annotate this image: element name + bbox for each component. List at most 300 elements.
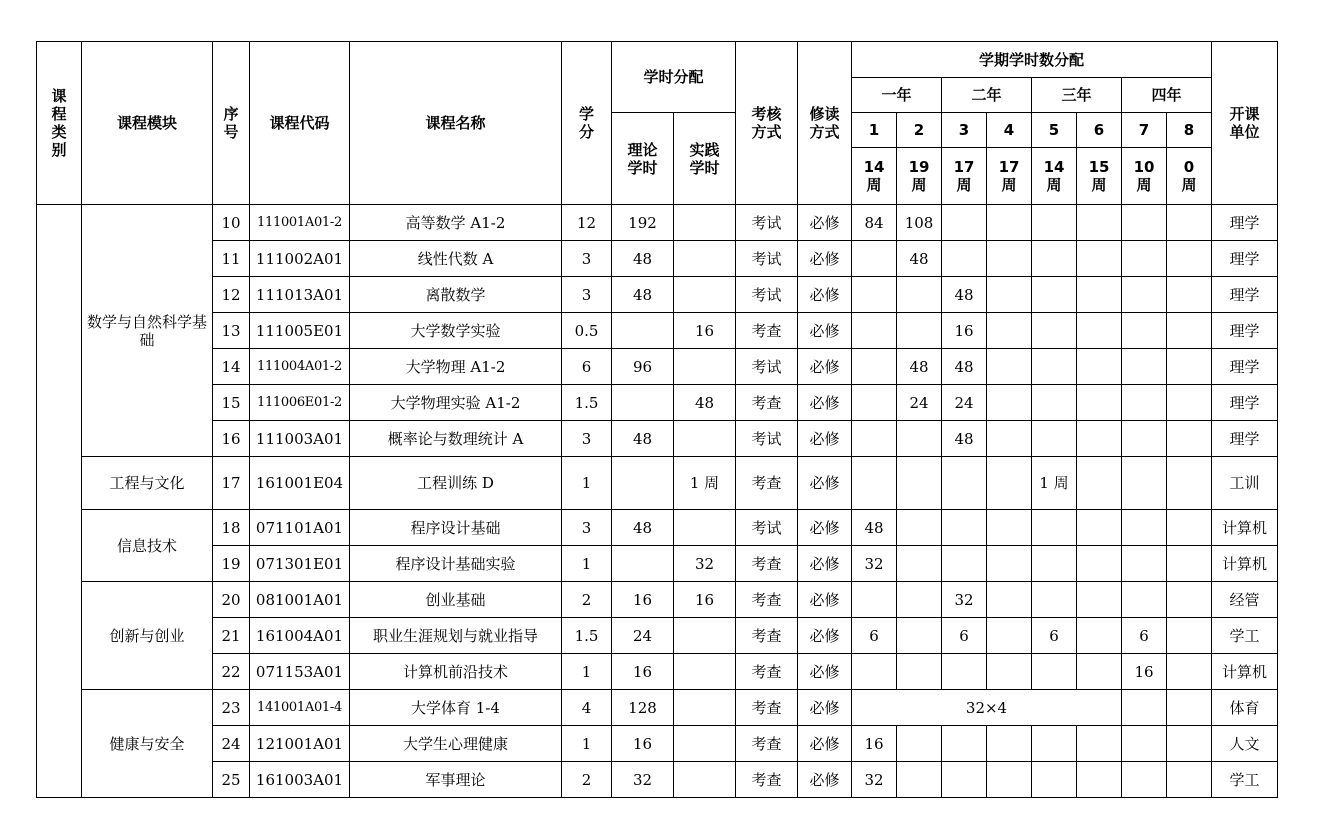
semester-hours-cell bbox=[852, 582, 897, 618]
practice-hours-cell bbox=[674, 349, 736, 385]
dept-cell: 学工 bbox=[1212, 762, 1278, 798]
header-semester-group: 学期学时数分配 bbox=[852, 42, 1212, 78]
module-cell: 信息技术 bbox=[82, 510, 213, 582]
header-semester: 1 bbox=[852, 113, 897, 148]
practice-hours-cell bbox=[674, 241, 736, 277]
semester-hours-cell bbox=[987, 313, 1032, 349]
semester-hours-cell bbox=[852, 385, 897, 421]
code-cell: 111004A01-2 bbox=[250, 349, 350, 385]
header-weeks: 10 周 bbox=[1122, 148, 1167, 205]
course-name-cell: 概率论与数理统计 A bbox=[350, 421, 562, 457]
semester-hours-cell bbox=[1122, 690, 1167, 726]
seq-cell: 13 bbox=[213, 313, 250, 349]
semester-hours-cell bbox=[1077, 546, 1122, 582]
header-theory: 理论 学时 bbox=[612, 113, 674, 205]
semester-hours-cell bbox=[1032, 205, 1077, 241]
header-year: 三年 bbox=[1032, 78, 1122, 113]
study-type-cell: 必修 bbox=[798, 385, 852, 421]
semester-hours-cell bbox=[1122, 726, 1167, 762]
exam-type-cell: 考查 bbox=[736, 582, 798, 618]
semester-hours-cell: 6 bbox=[1122, 618, 1167, 654]
semester-hours-cell bbox=[1077, 385, 1122, 421]
seq-cell: 23 bbox=[213, 690, 250, 726]
semester-hours-cell bbox=[852, 277, 897, 313]
header-exam: 考核 方式 bbox=[736, 42, 798, 205]
dept-cell: 计算机 bbox=[1212, 654, 1278, 690]
header-semester: 7 bbox=[1122, 113, 1167, 148]
header-year: 一年 bbox=[852, 78, 942, 113]
seq-cell: 21 bbox=[213, 618, 250, 654]
semester-hours-cell bbox=[1032, 726, 1077, 762]
code-cell: 081001A01 bbox=[250, 582, 350, 618]
seq-cell: 25 bbox=[213, 762, 250, 798]
semester-hours-cell bbox=[1122, 510, 1167, 546]
semester-hours-cell bbox=[1167, 726, 1212, 762]
semester-hours-cell bbox=[897, 546, 942, 582]
practice-hours-cell bbox=[674, 277, 736, 313]
course-name-cell: 大学体育 1-4 bbox=[350, 690, 562, 726]
table-row bbox=[37, 457, 1278, 510]
header-study: 修读 方式 bbox=[798, 42, 852, 205]
semester-hours-cell bbox=[1167, 385, 1212, 421]
semester-hours-cell bbox=[1167, 582, 1212, 618]
semester-hours-cell bbox=[1077, 582, 1122, 618]
semester-hours-cell bbox=[897, 582, 942, 618]
header-seq: 序 号 bbox=[213, 42, 250, 205]
dept-cell: 理学 bbox=[1212, 385, 1278, 421]
header-semester: 8 bbox=[1167, 113, 1212, 148]
dept-cell: 理学 bbox=[1212, 205, 1278, 241]
course-name-cell: 程序设计基础 bbox=[350, 510, 562, 546]
course-name-cell: 职业生涯规划与就业指导 bbox=[350, 618, 562, 654]
dept-cell: 理学 bbox=[1212, 421, 1278, 457]
practice-hours-cell bbox=[674, 762, 736, 798]
code-cell: 141001A01-4 bbox=[250, 690, 350, 726]
table-row bbox=[37, 205, 1278, 241]
semester-hours-cell bbox=[897, 618, 942, 654]
semester-hours-cell: 6 bbox=[942, 618, 987, 654]
header-weeks: 19 周 bbox=[897, 148, 942, 205]
study-type-cell: 必修 bbox=[798, 618, 852, 654]
semester-hours-cell bbox=[852, 349, 897, 385]
code-cell: 121001A01 bbox=[250, 726, 350, 762]
semester-hours-cell: 1 周 bbox=[1032, 457, 1077, 510]
course-plan-table bbox=[36, 41, 1278, 798]
theory-hours-cell bbox=[612, 313, 674, 349]
header-weeks: 0 周 bbox=[1167, 148, 1212, 205]
semester-hours-cell bbox=[1077, 205, 1122, 241]
dept-cell: 人文 bbox=[1212, 726, 1278, 762]
theory-hours-cell: 48 bbox=[612, 277, 674, 313]
credit-cell: 3 bbox=[562, 241, 612, 277]
theory-hours-cell: 48 bbox=[612, 421, 674, 457]
table-row bbox=[37, 618, 1278, 654]
study-type-cell: 必修 bbox=[798, 546, 852, 582]
semester-hours-cell bbox=[897, 421, 942, 457]
credit-cell: 3 bbox=[562, 277, 612, 313]
table-row bbox=[37, 277, 1278, 313]
semester-hours-cell bbox=[1077, 313, 1122, 349]
code-cell: 111002A01 bbox=[250, 241, 350, 277]
credit-cell: 1 bbox=[562, 457, 612, 510]
semester-hours-cell bbox=[1122, 205, 1167, 241]
seq-cell: 11 bbox=[213, 241, 250, 277]
credit-cell: 2 bbox=[562, 582, 612, 618]
credit-cell: 2 bbox=[562, 762, 612, 798]
semester-hours-cell: 6 bbox=[852, 618, 897, 654]
semester-hours-cell bbox=[1032, 385, 1077, 421]
theory-hours-cell: 96 bbox=[612, 349, 674, 385]
semester-hours-cell bbox=[1122, 385, 1167, 421]
credit-cell: 12 bbox=[562, 205, 612, 241]
dept-cell: 理学 bbox=[1212, 349, 1278, 385]
practice-hours-cell: 48 bbox=[674, 385, 736, 421]
semester-hours-cell bbox=[1122, 277, 1167, 313]
semester-hours-cell bbox=[1077, 421, 1122, 457]
semester-hours-cell bbox=[1167, 510, 1212, 546]
study-type-cell: 必修 bbox=[798, 654, 852, 690]
semester-hours-cell bbox=[1077, 762, 1122, 798]
course-name-cell: 创业基础 bbox=[350, 582, 562, 618]
practice-hours-cell: 32 bbox=[674, 546, 736, 582]
semester-hours-cell bbox=[1032, 313, 1077, 349]
semester-hours-cell: 24 bbox=[942, 385, 987, 421]
study-type-cell: 必修 bbox=[798, 313, 852, 349]
semester-hours-cell bbox=[1122, 582, 1167, 618]
code-cell: 161003A01 bbox=[250, 762, 350, 798]
header-year: 四年 bbox=[1122, 78, 1212, 113]
dept-cell: 理学 bbox=[1212, 277, 1278, 313]
exam-type-cell: 考查 bbox=[736, 457, 798, 510]
theory-hours-cell: 192 bbox=[612, 205, 674, 241]
table-row bbox=[37, 510, 1278, 546]
study-type-cell: 必修 bbox=[798, 762, 852, 798]
semester-hours-cell bbox=[852, 457, 897, 510]
semester-hours-cell bbox=[1077, 726, 1122, 762]
table-row bbox=[37, 313, 1278, 349]
table-row bbox=[37, 349, 1278, 385]
semester-hours-cell: 108 bbox=[897, 205, 942, 241]
table-row bbox=[37, 385, 1278, 421]
header-semester: 4 bbox=[987, 113, 1032, 148]
seq-cell: 17 bbox=[213, 457, 250, 510]
semester-hours-cell bbox=[897, 510, 942, 546]
seq-cell: 14 bbox=[213, 349, 250, 385]
exam-type-cell: 考查 bbox=[736, 313, 798, 349]
seq-cell: 16 bbox=[213, 421, 250, 457]
practice-hours-cell bbox=[674, 510, 736, 546]
semester-hours-cell bbox=[1032, 277, 1077, 313]
code-cell: 111003A01 bbox=[250, 421, 350, 457]
semester-hours-cell bbox=[1167, 205, 1212, 241]
semester-hours-cell bbox=[987, 546, 1032, 582]
credit-cell: 1.5 bbox=[562, 618, 612, 654]
semester-hours-cell bbox=[942, 205, 987, 241]
course-name-cell: 工程训练 D bbox=[350, 457, 562, 510]
semester-hours-cell bbox=[1167, 421, 1212, 457]
semester-hours-cell bbox=[1167, 241, 1212, 277]
study-type-cell: 必修 bbox=[798, 421, 852, 457]
semester-hours-cell bbox=[1032, 510, 1077, 546]
semester-hours-cell bbox=[1077, 457, 1122, 510]
dept-cell: 理学 bbox=[1212, 241, 1278, 277]
semester-hours-cell bbox=[942, 726, 987, 762]
practice-hours-cell bbox=[674, 421, 736, 457]
semester-hours-cell bbox=[1167, 618, 1212, 654]
semester-hours-cell bbox=[1122, 762, 1167, 798]
seq-cell: 18 bbox=[213, 510, 250, 546]
category-cell bbox=[37, 205, 82, 798]
theory-hours-cell bbox=[612, 546, 674, 582]
semester-hours-cell bbox=[1167, 277, 1212, 313]
semester-hours-cell bbox=[1032, 546, 1077, 582]
dept-cell: 经管 bbox=[1212, 582, 1278, 618]
practice-hours-cell: 16 bbox=[674, 582, 736, 618]
semester-hours-cell bbox=[1032, 349, 1077, 385]
header-weeks: 15 周 bbox=[1077, 148, 1122, 205]
course-name-cell: 线性代数 A bbox=[350, 241, 562, 277]
header-name: 课程名称 bbox=[350, 42, 562, 205]
theory-hours-cell: 16 bbox=[612, 582, 674, 618]
header-semester: 2 bbox=[897, 113, 942, 148]
study-type-cell: 必修 bbox=[798, 457, 852, 510]
semester-hours-cell bbox=[1167, 654, 1212, 690]
dept-cell: 学工 bbox=[1212, 618, 1278, 654]
study-type-cell: 必修 bbox=[798, 277, 852, 313]
credit-cell: 0.5 bbox=[562, 313, 612, 349]
study-type-cell: 必修 bbox=[798, 726, 852, 762]
module-cell: 工程与文化 bbox=[82, 457, 213, 510]
table-row bbox=[37, 690, 1278, 726]
header-credit: 学 分 bbox=[562, 42, 612, 205]
semester-hours-cell bbox=[1167, 762, 1212, 798]
course-name-cell: 大学数学实验 bbox=[350, 313, 562, 349]
semester-hours-cell bbox=[1032, 241, 1077, 277]
semester-hours-cell bbox=[987, 241, 1032, 277]
semester-hours-cell bbox=[1077, 654, 1122, 690]
semester-hours-cell bbox=[987, 582, 1032, 618]
semester-hours-cell bbox=[897, 313, 942, 349]
theory-hours-cell: 16 bbox=[612, 726, 674, 762]
exam-type-cell: 考查 bbox=[736, 762, 798, 798]
semester-hours-cell: 48 bbox=[897, 241, 942, 277]
semester-hours-cell bbox=[1032, 762, 1077, 798]
course-name-cell: 离散数学 bbox=[350, 277, 562, 313]
semester-hours-cell bbox=[852, 654, 897, 690]
semester-hours-cell bbox=[897, 457, 942, 510]
theory-hours-cell bbox=[612, 385, 674, 421]
credit-cell: 1 bbox=[562, 546, 612, 582]
code-cell: 071153A01 bbox=[250, 654, 350, 690]
code-cell: 071301E01 bbox=[250, 546, 350, 582]
semester-hours-cell bbox=[1167, 349, 1212, 385]
semester-hours-cell bbox=[987, 510, 1032, 546]
header-code: 课程代码 bbox=[250, 42, 350, 205]
semester-hours-cell bbox=[1077, 510, 1122, 546]
credit-cell: 6 bbox=[562, 349, 612, 385]
seq-cell: 12 bbox=[213, 277, 250, 313]
header-weeks: 17 周 bbox=[987, 148, 1032, 205]
semester-hours-cell bbox=[1077, 241, 1122, 277]
practice-hours-cell: 1 周 bbox=[674, 457, 736, 510]
practice-hours-cell: 16 bbox=[674, 313, 736, 349]
semester-hours-cell bbox=[1122, 241, 1167, 277]
semester-hours-cell bbox=[987, 349, 1032, 385]
header-weeks: 14 周 bbox=[852, 148, 897, 205]
semester-hours-cell bbox=[1077, 277, 1122, 313]
semester-hours-cell: 16 bbox=[1122, 654, 1167, 690]
practice-hours-cell bbox=[674, 654, 736, 690]
semester-span-cell: 32×4 bbox=[852, 690, 1122, 726]
semester-hours-cell bbox=[897, 654, 942, 690]
semester-hours-cell: 16 bbox=[942, 313, 987, 349]
course-name-cell: 高等数学 A1-2 bbox=[350, 205, 562, 241]
credit-cell: 3 bbox=[562, 510, 612, 546]
semester-hours-cell: 48 bbox=[897, 349, 942, 385]
study-type-cell: 必修 bbox=[798, 582, 852, 618]
table-row bbox=[37, 762, 1278, 798]
credit-cell: 4 bbox=[562, 690, 612, 726]
semester-hours-cell bbox=[942, 510, 987, 546]
header-year: 二年 bbox=[942, 78, 1032, 113]
theory-hours-cell: 16 bbox=[612, 654, 674, 690]
semester-hours-cell bbox=[987, 726, 1032, 762]
course-name-cell: 计算机前沿技术 bbox=[350, 654, 562, 690]
semester-hours-cell bbox=[1122, 421, 1167, 457]
credit-cell: 3 bbox=[562, 421, 612, 457]
semester-hours-cell bbox=[987, 385, 1032, 421]
header-semester: 3 bbox=[942, 113, 987, 148]
code-cell: 071101A01 bbox=[250, 510, 350, 546]
semester-hours-cell bbox=[942, 654, 987, 690]
header-semester: 6 bbox=[1077, 113, 1122, 148]
code-cell: 111013A01 bbox=[250, 277, 350, 313]
semester-hours-cell: 16 bbox=[852, 726, 897, 762]
semester-hours-cell bbox=[987, 762, 1032, 798]
code-cell: 161004A01 bbox=[250, 618, 350, 654]
header-module: 课程模块 bbox=[82, 42, 213, 205]
exam-type-cell: 考试 bbox=[736, 277, 798, 313]
course-name-cell: 大学物理 A1-2 bbox=[350, 349, 562, 385]
credit-cell: 1 bbox=[562, 654, 612, 690]
seq-cell: 10 bbox=[213, 205, 250, 241]
theory-hours-cell: 24 bbox=[612, 618, 674, 654]
header-weeks: 17 周 bbox=[942, 148, 987, 205]
semester-hours-cell bbox=[1122, 349, 1167, 385]
dept-cell: 体育 bbox=[1212, 690, 1278, 726]
semester-hours-cell bbox=[987, 205, 1032, 241]
seq-cell: 20 bbox=[213, 582, 250, 618]
header-weeks: 14 周 bbox=[1032, 148, 1077, 205]
exam-type-cell: 考查 bbox=[736, 618, 798, 654]
dept-cell: 计算机 bbox=[1212, 546, 1278, 582]
study-type-cell: 必修 bbox=[798, 241, 852, 277]
semester-hours-cell: 48 bbox=[942, 349, 987, 385]
exam-type-cell: 考查 bbox=[736, 654, 798, 690]
study-type-cell: 必修 bbox=[798, 510, 852, 546]
header-semester: 5 bbox=[1032, 113, 1077, 148]
exam-type-cell: 考查 bbox=[736, 546, 798, 582]
semester-hours-cell: 48 bbox=[852, 510, 897, 546]
course-plan-sheet bbox=[36, 41, 1278, 798]
semester-hours-cell: 32 bbox=[852, 762, 897, 798]
semester-hours-cell bbox=[1122, 313, 1167, 349]
semester-hours-cell bbox=[897, 726, 942, 762]
course-name-cell: 大学物理实验 A1-2 bbox=[350, 385, 562, 421]
header-practice: 实践 学时 bbox=[674, 113, 736, 205]
study-type-cell: 必修 bbox=[798, 690, 852, 726]
table-row bbox=[37, 421, 1278, 457]
semester-hours-cell bbox=[897, 277, 942, 313]
semester-hours-cell bbox=[987, 618, 1032, 654]
code-cell: 111001A01-2 bbox=[250, 205, 350, 241]
semester-hours-cell bbox=[1032, 654, 1077, 690]
semester-hours-cell: 6 bbox=[1032, 618, 1077, 654]
semester-hours-cell bbox=[897, 762, 942, 798]
theory-hours-cell: 32 bbox=[612, 762, 674, 798]
semester-hours-cell bbox=[1167, 457, 1212, 510]
semester-hours-cell bbox=[1077, 349, 1122, 385]
exam-type-cell: 考试 bbox=[736, 349, 798, 385]
practice-hours-cell bbox=[674, 726, 736, 762]
semester-hours-cell bbox=[1032, 582, 1077, 618]
seq-cell: 22 bbox=[213, 654, 250, 690]
code-cell: 111005E01 bbox=[250, 313, 350, 349]
theory-hours-cell: 48 bbox=[612, 510, 674, 546]
semester-hours-cell bbox=[1032, 421, 1077, 457]
module-cell: 健康与安全 bbox=[82, 690, 213, 798]
semester-hours-cell bbox=[987, 277, 1032, 313]
semester-hours-cell bbox=[942, 546, 987, 582]
theory-hours-cell: 48 bbox=[612, 241, 674, 277]
theory-hours-cell bbox=[612, 457, 674, 510]
exam-type-cell: 考查 bbox=[736, 726, 798, 762]
semester-hours-cell bbox=[1122, 457, 1167, 510]
semester-hours-cell: 24 bbox=[897, 385, 942, 421]
practice-hours-cell bbox=[674, 690, 736, 726]
table-row bbox=[37, 726, 1278, 762]
header-hours-group: 学时分配 bbox=[612, 42, 736, 113]
dept-cell: 工训 bbox=[1212, 457, 1278, 510]
code-cell: 161001E04 bbox=[250, 457, 350, 510]
credit-cell: 1.5 bbox=[562, 385, 612, 421]
seq-cell: 15 bbox=[213, 385, 250, 421]
course-name-cell: 大学生心理健康 bbox=[350, 726, 562, 762]
exam-type-cell: 考试 bbox=[736, 510, 798, 546]
study-type-cell: 必修 bbox=[798, 349, 852, 385]
semester-hours-cell bbox=[852, 313, 897, 349]
header-category: 课 程 类 别 bbox=[37, 42, 82, 205]
module-cell: 数学与自然科学基础 bbox=[82, 205, 213, 457]
semester-hours-cell bbox=[1167, 546, 1212, 582]
exam-type-cell: 考查 bbox=[736, 690, 798, 726]
semester-hours-cell bbox=[942, 762, 987, 798]
semester-hours-cell bbox=[942, 457, 987, 510]
semester-hours-cell bbox=[987, 654, 1032, 690]
seq-cell: 19 bbox=[213, 546, 250, 582]
exam-type-cell: 考试 bbox=[736, 205, 798, 241]
semester-hours-cell: 84 bbox=[852, 205, 897, 241]
table-row bbox=[37, 654, 1278, 690]
exam-type-cell: 考查 bbox=[736, 385, 798, 421]
semester-hours-cell bbox=[942, 241, 987, 277]
theory-hours-cell: 128 bbox=[612, 690, 674, 726]
table-row bbox=[37, 582, 1278, 618]
seq-cell: 24 bbox=[213, 726, 250, 762]
semester-hours-cell: 32 bbox=[852, 546, 897, 582]
module-cell: 创新与创业 bbox=[82, 582, 213, 690]
dept-cell: 计算机 bbox=[1212, 510, 1278, 546]
